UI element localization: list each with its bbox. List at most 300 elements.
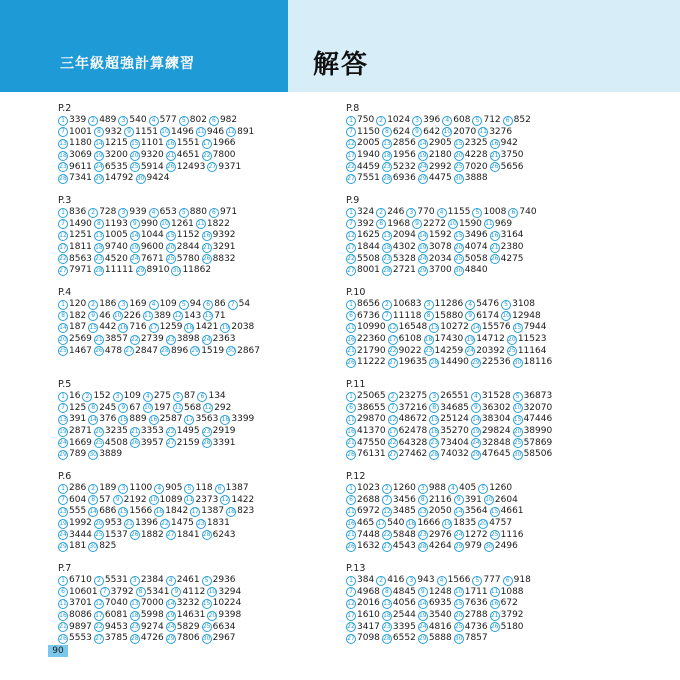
answer-item — [136, 265, 170, 276]
answer-item — [100, 587, 134, 598]
answer-item — [346, 633, 380, 644]
answer-value: 889 — [129, 414, 147, 425]
answer-row — [346, 345, 636, 357]
answer-item — [471, 426, 511, 437]
answer-item — [490, 162, 524, 173]
section-page-label: P.3 — [58, 195, 72, 206]
answer-value: 7806 — [176, 633, 200, 644]
answer-item — [346, 150, 380, 161]
question-number-circle: 1 — [58, 484, 68, 494]
answer-value: 2604 — [494, 494, 518, 505]
answer-item — [124, 346, 158, 357]
answer-value: 15880 — [434, 310, 464, 321]
answer-item — [118, 506, 152, 517]
answer-value: 3857 — [104, 334, 128, 345]
question-number-circle: 26 — [95, 347, 103, 355]
answer-value: 17430 — [434, 334, 464, 345]
question-number-circle: 30 — [454, 634, 463, 642]
question-number-circle: 19 — [130, 243, 139, 251]
answer-item — [454, 633, 488, 644]
answer-value: 7551 — [357, 173, 380, 184]
answer-item — [220, 322, 254, 333]
question-number-circle: 16 — [347, 335, 355, 343]
answer-item — [58, 162, 92, 173]
answer-value: 880 — [189, 207, 207, 218]
answer-value: 1260 — [392, 483, 416, 494]
answer-value: 2936 — [212, 575, 236, 586]
answer-item — [346, 219, 374, 230]
answer-item — [388, 414, 428, 425]
answer-value: 4543 — [392, 541, 416, 552]
question-number-circle: 30 — [172, 266, 181, 274]
answer-item — [406, 518, 440, 529]
answer-item — [382, 587, 416, 598]
answer-item — [166, 610, 206, 621]
question-number-circle: 18 — [383, 151, 391, 159]
question-number-circle: 19 — [418, 611, 427, 619]
question-number-circle: 3 — [118, 116, 128, 126]
question-number-circle: 4 — [448, 484, 458, 494]
answer-value: 1023 — [357, 483, 380, 494]
answer-item — [202, 598, 242, 609]
answer-item — [472, 207, 506, 218]
answer-value: 7944 — [523, 322, 547, 333]
question-number-circle: 4 — [437, 208, 447, 218]
answer-value: 6736 — [357, 310, 380, 321]
question-number-circle: 26 — [130, 531, 139, 539]
answer-value: 9897 — [69, 621, 92, 632]
answer-item — [203, 403, 231, 414]
answer-item — [94, 162, 128, 173]
answer-row — [58, 299, 348, 311]
question-number-circle: 14 — [418, 599, 427, 607]
question-number-circle: 3 — [412, 116, 422, 126]
answer-item — [124, 518, 158, 529]
answer-value: 134 — [208, 391, 226, 402]
answer-item — [203, 311, 225, 322]
question-number-circle: 18 — [59, 151, 67, 159]
answer-item — [471, 438, 511, 449]
answer-value: 5180 — [500, 621, 524, 632]
answer-item — [513, 322, 547, 333]
question-number-circle: 13 — [59, 507, 67, 515]
answer-value: 2461 — [176, 575, 200, 586]
answer-item — [346, 622, 380, 633]
question-number-circle: 29 — [472, 450, 480, 458]
question-number-circle: 2 — [94, 576, 104, 586]
answer-item — [130, 230, 164, 241]
answer-value: 32848 — [481, 437, 511, 448]
answer-value: 10601 — [69, 586, 98, 597]
question-number-circle: 10 — [454, 588, 463, 596]
answer-value: 1193 — [104, 218, 128, 229]
answer-item — [58, 230, 92, 241]
answer-item — [382, 495, 416, 506]
question-number-circle: 8 — [382, 587, 392, 597]
answer-value: 54 — [238, 299, 251, 310]
answer-value: 2380 — [500, 242, 524, 253]
answer-item — [197, 391, 225, 402]
answer-value: 275 — [153, 391, 172, 402]
answer-value: 7448 — [357, 529, 380, 540]
answer-item — [346, 541, 380, 552]
answer-item — [88, 207, 116, 218]
answer-value: 7971 — [69, 265, 92, 276]
question-number-circle: 4 — [437, 576, 447, 586]
answer-item — [346, 230, 380, 241]
answer-item — [202, 622, 236, 633]
question-number-circle: 7 — [58, 495, 68, 505]
answer-value: 31528 — [481, 391, 511, 402]
answer-item — [130, 438, 164, 449]
answer-value: 3792 — [500, 610, 524, 621]
answer-item — [382, 230, 416, 241]
answer-value: 979 — [464, 541, 482, 552]
question-number-circle: 16 — [490, 599, 499, 607]
question-number-circle: 20 — [454, 243, 463, 251]
answer-value: 1008 — [483, 207, 507, 218]
answer-value: 5888 — [428, 633, 452, 644]
question-number-circle: 28 — [418, 542, 427, 550]
answer-item — [58, 426, 92, 437]
answer-value: 324 — [357, 207, 375, 218]
question-number-circle: 6 — [503, 116, 513, 126]
answer-value: 1835 — [453, 518, 477, 529]
answer-value: 9320 — [140, 150, 164, 161]
answer-value: 181 — [69, 541, 87, 552]
answer-item — [388, 391, 428, 402]
answer-item — [490, 610, 524, 621]
question-number-circle: 9 — [412, 127, 422, 137]
answer-row — [346, 115, 636, 127]
answer-item — [346, 334, 386, 345]
answer-value: 35270 — [440, 426, 469, 437]
answer-section — [58, 103, 348, 195]
question-number-circle: 30 — [89, 450, 97, 458]
answer-item — [437, 207, 471, 218]
answer-item — [88, 322, 116, 333]
answer-item — [184, 322, 218, 333]
answer-value: 86 — [214, 299, 226, 310]
question-number-circle: 29 — [191, 347, 199, 355]
answer-item — [173, 391, 195, 402]
answer-value: 143 — [184, 310, 202, 321]
answer-item — [465, 299, 499, 310]
answer-value: 2373 — [195, 494, 219, 505]
answer-value: 836 — [69, 207, 87, 218]
question-number-circle: 9 — [113, 495, 123, 505]
question-number-circle: 29 — [136, 266, 145, 274]
answer-item — [202, 530, 236, 541]
answer-value: 2272 — [423, 218, 446, 229]
answer-item — [418, 506, 452, 517]
answer-value: 6174 — [476, 310, 500, 321]
answer-row — [58, 610, 348, 622]
answer-value: 982 — [219, 115, 238, 126]
question-number-circle: 24 — [472, 439, 480, 447]
answer-item — [418, 610, 452, 621]
answer-item — [143, 311, 171, 322]
answer-item — [94, 426, 128, 437]
answer-value: 3399 — [231, 414, 255, 425]
answer-item — [490, 530, 524, 541]
answer-item — [118, 322, 146, 333]
answer-item — [382, 150, 416, 161]
question-number-circle: 28 — [95, 266, 103, 274]
answer-value: 4757 — [489, 518, 513, 529]
answer-value: 1590 — [459, 218, 482, 229]
answer-item — [94, 598, 128, 609]
answer-value: 1669 — [69, 437, 92, 448]
answer-section — [346, 563, 636, 655]
question-number-circle: 15 — [202, 599, 211, 607]
answer-value: 48672 — [398, 414, 428, 425]
answer-item — [346, 242, 380, 253]
answer-item — [346, 115, 374, 126]
question-number-circle: 6 — [215, 484, 225, 494]
answer-value: 38304 — [481, 414, 511, 425]
answer-value: 5531 — [104, 575, 128, 586]
answer-item — [346, 299, 380, 310]
answer-item — [382, 162, 416, 173]
answer-row — [58, 541, 348, 553]
answer-value: 3456 — [392, 494, 416, 505]
answer-value: 1150 — [357, 126, 380, 137]
answer-item — [490, 138, 518, 149]
question-number-circle: 26 — [202, 255, 211, 263]
answer-item — [376, 219, 410, 230]
answer-item — [454, 506, 488, 517]
question-number-circle: 4 — [465, 300, 475, 310]
answer-value: 391 — [69, 414, 87, 425]
question-number-circle: 7 — [388, 403, 398, 413]
question-number-circle: 4 — [149, 300, 159, 310]
answer-value: 1251 — [69, 230, 92, 241]
question-number-circle: 3 — [118, 484, 128, 494]
answer-item — [209, 207, 237, 218]
question-number-circle: 26 — [59, 634, 67, 642]
answer-value: 4459 — [357, 161, 380, 172]
answer-item — [382, 598, 416, 609]
answer-value: 1666 — [417, 518, 441, 529]
question-number-circle: 22 — [383, 531, 391, 539]
answer-value: 1490 — [69, 218, 92, 229]
answer-value: 34685 — [440, 402, 469, 413]
question-number-circle: 30 — [202, 634, 211, 642]
question-number-circle: 20 — [208, 611, 217, 619]
question-number-circle: 25 — [95, 439, 103, 447]
answer-value: 5341 — [146, 586, 170, 597]
answer-item — [382, 622, 416, 633]
answer-row — [58, 219, 348, 231]
answer-item — [503, 115, 531, 126]
answer-item — [513, 414, 553, 425]
answer-item — [442, 518, 476, 529]
answer-item — [130, 138, 164, 149]
answer-value: 478 — [104, 345, 123, 356]
answer-item — [58, 242, 92, 253]
answer-item — [88, 115, 116, 126]
answer-item — [418, 138, 452, 149]
answer-row — [58, 437, 348, 449]
answer-value: 4302 — [392, 242, 416, 253]
answer-item — [202, 575, 236, 586]
question-number-circle: 8 — [58, 311, 68, 321]
answer-item — [382, 254, 416, 265]
answer-row — [346, 150, 636, 162]
answer-item — [376, 115, 410, 126]
question-number-circle: 24 — [454, 531, 463, 539]
question-number-circle: 29 — [418, 174, 427, 182]
answer-value: 1151 — [135, 126, 158, 137]
question-number-circle: 12 — [221, 496, 230, 504]
question-number-circle: 17 — [347, 243, 355, 251]
answer-value: 2094 — [392, 230, 416, 241]
answer-value: 1475 — [171, 518, 194, 529]
question-number-circle: 28 — [130, 634, 139, 642]
answer-value: 47645 — [481, 449, 511, 460]
answers-column-right — [346, 103, 636, 655]
answer-value: 9600 — [140, 242, 164, 253]
answer-value: 16 — [69, 391, 81, 402]
answer-value: 23275 — [398, 391, 428, 402]
answer-value: 939 — [129, 207, 147, 218]
question-number-circle: 14 — [454, 507, 463, 515]
question-number-circle: 29 — [95, 174, 103, 182]
answer-value: 568 — [184, 402, 202, 413]
question-number-circle: 16 — [155, 507, 164, 515]
answer-item — [58, 530, 92, 541]
question-number-circle: 9 — [465, 311, 475, 321]
question-number-circle: 19 — [166, 611, 175, 619]
answer-item — [382, 173, 416, 184]
question-number-circle: 24 — [466, 347, 474, 355]
question-number-circle: 19 — [95, 151, 103, 159]
answer-value: 2856 — [392, 138, 416, 149]
answer-value: 2192 — [123, 494, 147, 505]
answer-value: 1152 — [176, 230, 200, 241]
question-number-circle: 1 — [58, 392, 68, 402]
answer-value: 712 — [483, 115, 501, 126]
question-number-circle: 27 — [347, 174, 355, 182]
answer-item — [490, 150, 524, 161]
answer-item — [166, 598, 200, 609]
section-page-label: P.13 — [346, 563, 366, 574]
answer-value: 2847 — [135, 345, 158, 356]
question-number-circle: 25 — [490, 531, 499, 539]
answer-item — [418, 242, 452, 253]
answer-section — [346, 103, 636, 195]
question-number-circle: 3 — [418, 484, 428, 494]
answer-value: 3235 — [104, 426, 128, 437]
question-number-circle: 25 — [202, 623, 211, 631]
answer-value: 3540 — [428, 610, 452, 621]
question-number-circle: 15 — [513, 415, 522, 423]
question-number-circle: 27 — [59, 266, 67, 274]
answer-row — [346, 575, 636, 587]
question-number-circle: 12 — [383, 507, 391, 515]
question-number-circle: 22 — [202, 151, 211, 159]
answer-item — [346, 530, 380, 541]
question-number-circle: 18 — [185, 323, 194, 331]
question-number-circle: 30 — [513, 450, 522, 458]
question-number-circle: 4 — [149, 208, 159, 218]
question-number-circle: 17 — [191, 507, 199, 515]
answer-value: 2967 — [212, 633, 236, 644]
answer-item — [130, 598, 164, 609]
question-number-circle: 17 — [377, 519, 385, 527]
question-number-circle: 26 — [490, 623, 499, 631]
answer-value: 1592 — [428, 230, 452, 241]
question-number-circle: 7 — [346, 587, 356, 597]
answer-value: 14712 — [476, 334, 505, 345]
answer-row — [58, 587, 348, 599]
answer-value: 1180 — [69, 138, 92, 149]
answer-item — [478, 518, 512, 529]
answer-item — [166, 633, 200, 644]
answer-item — [184, 483, 212, 494]
answer-item — [130, 633, 164, 644]
answer-item — [382, 242, 416, 253]
question-number-circle: 3 — [130, 576, 140, 586]
answer-value: 29870 — [357, 414, 386, 425]
question-number-circle: 1 — [58, 576, 68, 586]
answer-value: 1259 — [159, 322, 183, 333]
answer-value: 22536 — [481, 357, 511, 368]
answer-value: 1396 — [135, 518, 158, 529]
answer-row — [346, 403, 636, 415]
answer-value: 2721 — [392, 265, 416, 276]
answer-value: 918 — [513, 575, 531, 586]
answer-row — [58, 138, 348, 150]
answer-value: 1822 — [206, 218, 230, 229]
question-number-circle: 12 — [227, 128, 235, 136]
question-number-circle: 17 — [185, 415, 194, 423]
question-number-circle: 5 — [472, 116, 482, 126]
answer-value: 4816 — [428, 621, 452, 632]
answer-value: 1841 — [176, 529, 200, 540]
answer-item — [202, 230, 236, 241]
answer-value: 9274 — [140, 621, 164, 632]
answer-item — [465, 346, 505, 357]
answer-item — [490, 622, 524, 633]
answer-item — [58, 438, 92, 449]
question-number-circle: 20 — [95, 427, 103, 435]
answer-row — [346, 311, 636, 323]
answer-item — [58, 506, 86, 517]
answer-value: 186 — [99, 299, 117, 310]
answer-value: 169 — [129, 299, 147, 310]
question-number-circle: 16 — [59, 611, 67, 619]
answer-item — [346, 438, 386, 449]
answer-value: 8910 — [146, 265, 170, 276]
answer-item — [346, 173, 380, 184]
answer-value: 76131 — [357, 449, 386, 460]
answer-item — [226, 506, 254, 517]
answer-value: 14259 — [434, 345, 464, 356]
answer-value: 789 — [69, 449, 87, 460]
answer-row — [58, 598, 348, 610]
answer-value: 47446 — [523, 414, 553, 425]
question-number-circle: 17 — [95, 611, 103, 619]
answer-item — [58, 633, 92, 644]
answers-column-left — [58, 103, 348, 655]
answer-value: 608 — [453, 115, 471, 126]
question-number-circle: 27 — [347, 266, 355, 274]
answer-value: 6552 — [392, 633, 416, 644]
answer-item — [376, 518, 404, 529]
question-number-circle: 8 — [88, 495, 98, 505]
